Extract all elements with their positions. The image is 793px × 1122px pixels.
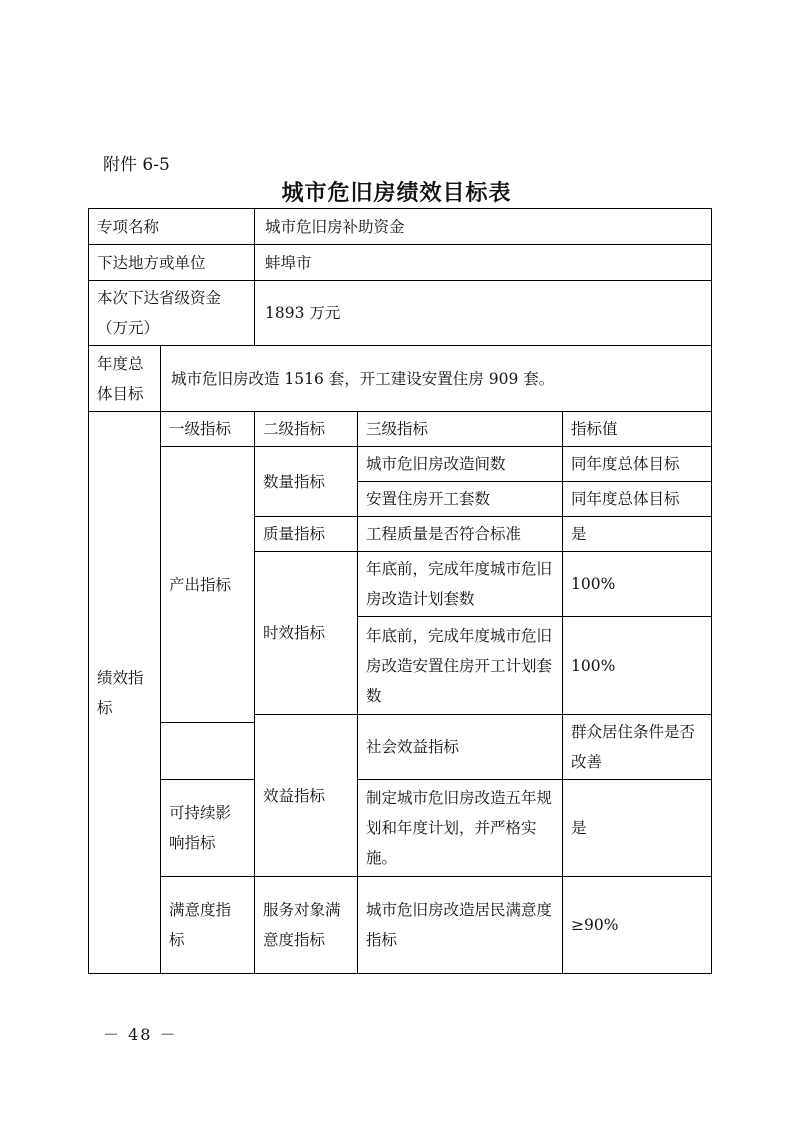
indicator-value: 是 [563,517,712,552]
indicator-name: 群众居住条件是否改善 [563,715,712,780]
benefit-indicators-label: 效益指标 [255,715,358,877]
indicator-value: 同年度总体目标 [563,482,712,517]
row-project-name [89,209,712,245]
indicator-value: 同年度总体目标 [563,447,712,482]
indicator-name: 工程质量是否符合标准 [358,517,563,552]
row-annual-goal [89,346,712,412]
indicator-name: 城市危旧房改造间数 [358,447,563,482]
funds-label: 本次下达省级资金（万元） [89,281,255,346]
indicator-value: 是 [563,780,712,877]
indicator-name: 年底前，完成年度城市危旧房改造计划套数 [358,552,563,617]
table-row [89,447,712,482]
indicator-value: 100% [563,617,712,715]
row-funds [89,281,712,346]
annual-goal-value: 城市危旧房改造 1516 套，开工建设安置住房 909 套。 [161,346,712,412]
col-level1: 一级指标 [161,412,255,447]
attachment-label: 附件 6-5 [103,155,170,175]
row-unit [89,245,712,281]
indicator-name: 年底前，完成年度城市危旧房改造安置住房开工计划套数 [358,617,563,715]
funds-value: 1893 万元 [255,281,712,346]
project-name-value: 城市危旧房补助资金 [255,209,712,245]
quantity-indicators-label: 数量指标 [255,447,358,517]
social-benefit-label: 社会效益指标 [358,715,563,780]
indicator-value: 100% [563,552,712,617]
performance-indicators-label: 绩效指标 [89,412,161,974]
page-title: 城市危旧房绩效目标表 [281,181,512,206]
row-column-headers [89,412,712,447]
service-satisfaction-label: 服务对象满意度指标 [255,877,358,974]
sustainable-impact-label: 可持续影响指标 [161,780,255,877]
indicator-value: ≥90% [563,877,712,974]
page-number: － 48 － [103,1025,178,1044]
table-row [89,877,712,974]
indicator-name: 安置住房开工套数 [358,482,563,517]
timeliness-indicators-label: 时效指标 [255,552,358,715]
output-indicators-label: 产出指标 [161,447,255,723]
unit-value: 蚌埠市 [255,245,712,281]
annual-goal-label: 年度总体目标 [89,346,161,412]
col-level3: 三级指标 [358,412,563,447]
table-row [89,780,712,877]
indicator-name: 制定城市危旧房改造五年规划和年度计划，并严格实施。 [358,780,563,877]
unit-label: 下达地方或单位 [89,245,255,281]
col-level2: 二级指标 [255,412,358,447]
col-value: 指标值 [563,412,712,447]
performance-target-table [88,208,712,974]
satisfaction-indicators-label: 满意度指标 [161,877,255,974]
indicator-name: 城市危旧房改造居民满意度指标 [358,877,563,974]
project-name-label: 专项名称 [89,209,255,245]
quality-indicators-label: 质量指标 [255,517,358,552]
